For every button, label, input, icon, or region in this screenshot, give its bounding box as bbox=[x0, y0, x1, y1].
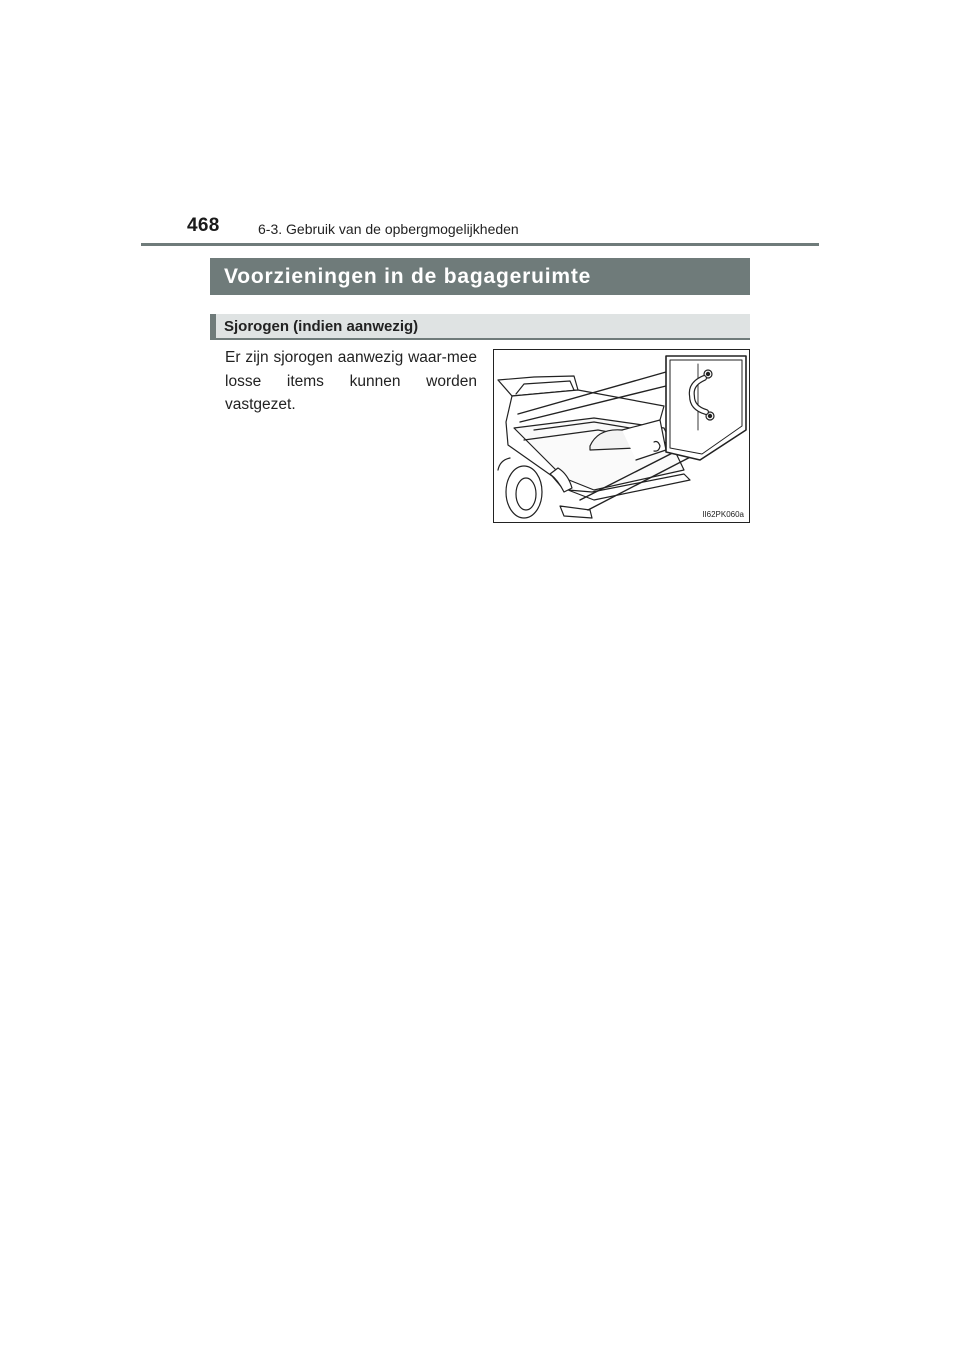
header-rule bbox=[141, 243, 819, 246]
page-number: 468 bbox=[187, 215, 220, 236]
body-text: Er zijn sjorogen aanwezig waar-mee losse items kunnen worden vastgezet. bbox=[225, 349, 477, 413]
running-header: 6-3. Gebruik van de opbergmogelijkheden bbox=[258, 221, 519, 237]
tie-down-hook-illustration bbox=[494, 350, 749, 522]
figure-code: II62PK060a bbox=[702, 510, 744, 519]
section-title: Voorzieningen in de bagageruimte bbox=[210, 258, 750, 295]
figure bbox=[493, 349, 750, 523]
subsection-title: Sjorogen (indien aanwezig) bbox=[210, 314, 750, 340]
